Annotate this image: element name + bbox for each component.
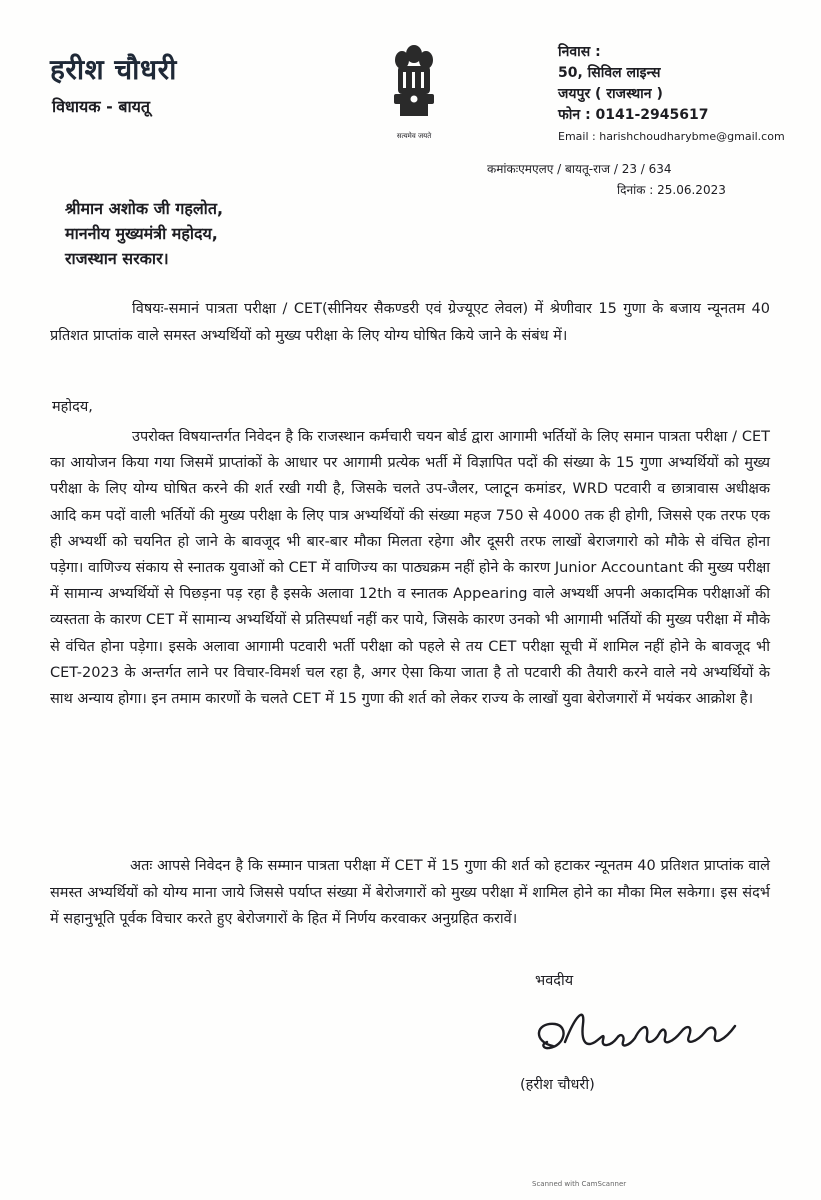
recipient-line2: माननीय मुख्यमंत्री महोदय, xyxy=(65,224,218,243)
body-paragraph-1: उपरोक्त विषयान्तर्गत निवेदन है कि राजस्थान कर्मचारी चयन बोर्ड द्वारा आगामी भर्तियों के लिए समान पात्रता परीक्षा / CET का आयोजन किया गया जिसमें प्राप्तांकों के आधार पर आगामी प्रत्येक भर्ती में विज्ञापित पदों की संख्या के 15 गुणा अभ्यर्थियों को मुख्य परीक्षा के लिए योग्य घोषित करने की शर्त रखी गयी है, जिसके चलते उप-जैलर, प्लाटून कमांडर, WRD पटवारी व छात्रावास अधीक्षक आदि कम पदों वाली भर्तियों की मुख्य परीक्षा के लिए पात्र अभ्यर्थियों की संख्या महज 750 से 4000 तक ही होगी, जिससे एक तरफ एक ही अभ्यर्थी को चयनित हो जाने के बावजूद भी बार-बार मौका मिलता रहेगा और दूसरी तरफ लाखों बेराजगारो को मौके से वंचित होना पड़ेगा। वाणिज्य संकाय से स्नातक युवाओं को CET में वाणिज्य का पाठ्यक्रम नहीं होने के कारण Junior Accountant की मुख्य परीक्षा में सामान्य अभ्यर्थियों से पिछड़ना पड़ रहा है इसके अलावा 12th व स्नातक Appearing वाले अभ्यर्थी अपनी अकादमिक परीक्षाओं की व्यस्तता के कारण CET में सामान्य अभ्यर्थियों से प्रतिस्पर्धा नहीं कर पाये, जिसके कारण उनको भी आगामी भर्तियों की मुख्य परीक्षा में मौके से वंचित होना पड़ेगा। इसके अलावा आगामी पटवारी भर्ती परीक्षा को पहले से तय CET परीक्षा सूची में शामिल नहीं होने के बावजूद भी CET-2023 के अन्तर्गत लाने पर विचार-विमर्श चल रहा है, अगर ऐसा किया जाता है तो पटवारी की तैयारी करने वाले नये अभ्यर्थियों के साथ अन्याय होगा। इन तमाम कारणों के चलते CET में 15 गुणा की शर्त को लेकर राज्य के लाखों युवा बेरोजगारों में भयंकर आक्रोश है। xyxy=(50,429,770,708)
national-emblem-icon xyxy=(382,40,446,140)
body-paragraph-2: अतः आपसे निवेदन है कि सम्मान पात्रता परीक्षा में CET में 15 गुणा की शर्त को हटाकर न्यूनतम 40 प्रतिशत प्राप्तांक वाले समस्त अभ्यर्थियों को योग्य माना जाये जिससे पर्याप्त संख्या में बेरोजगारों को मुख्य परीक्षा में शामिल होने का मौका मिल सकेगा। इस संदर्भ में सहानुभूति पूर्वक विचार करते हुए बेरोजगारों के हित में निर्णय करवाकर अनुग्रहित करावें। xyxy=(50,858,770,927)
sender-name: हरीश चौधरी xyxy=(50,53,177,86)
address-line1: 50, सिविल लाइन्स xyxy=(558,65,661,81)
salutation: महोदय, xyxy=(52,399,93,415)
recipient-line1: श्रीमान अशोक जी गहलोत, xyxy=(65,199,224,218)
address-label: निवास : xyxy=(558,44,601,60)
recipient-line3: राजस्थान सरकार। xyxy=(65,249,169,268)
valediction: भवदीय xyxy=(535,973,574,989)
recipient-block xyxy=(65,196,223,271)
signer-name: (हरीश चौधरी) xyxy=(520,1077,595,1093)
signature xyxy=(525,1002,755,1072)
subject: विषयः-समानं पात्रता परीक्षा / CET(सीनियर सैकण्डरी एवं ग्रेज्यूएट लेवल) में श्रेणीवार 15 गुणा के बजाय न्यूनतम 40 प्रतिशत प्राप्तांक वाले समस्त अभ्यर्थियों को मुख्य परीक्षा के लिए योग्य घोषित किये जाने के संबंध में। xyxy=(50,301,770,344)
emblem-motto: सत्यमेव जयते xyxy=(396,132,432,140)
sender-designation: विधायक - बायतू xyxy=(52,97,151,116)
letter-date: दिनांक : 25.06.2023 xyxy=(617,183,726,197)
phone: फोन : 0141-2945617 xyxy=(558,107,709,123)
address-line2: जयपुर ( राजस्थान ) xyxy=(558,86,663,102)
reference-number: कमांकःएमएलए / बायतू-राज / 23 / 634 xyxy=(487,162,672,176)
scanner-watermark: Scanned with CamScanner xyxy=(532,1180,627,1188)
email: Email : harishchoudharybme@gmail.com xyxy=(558,130,785,143)
contact-block xyxy=(558,42,785,147)
